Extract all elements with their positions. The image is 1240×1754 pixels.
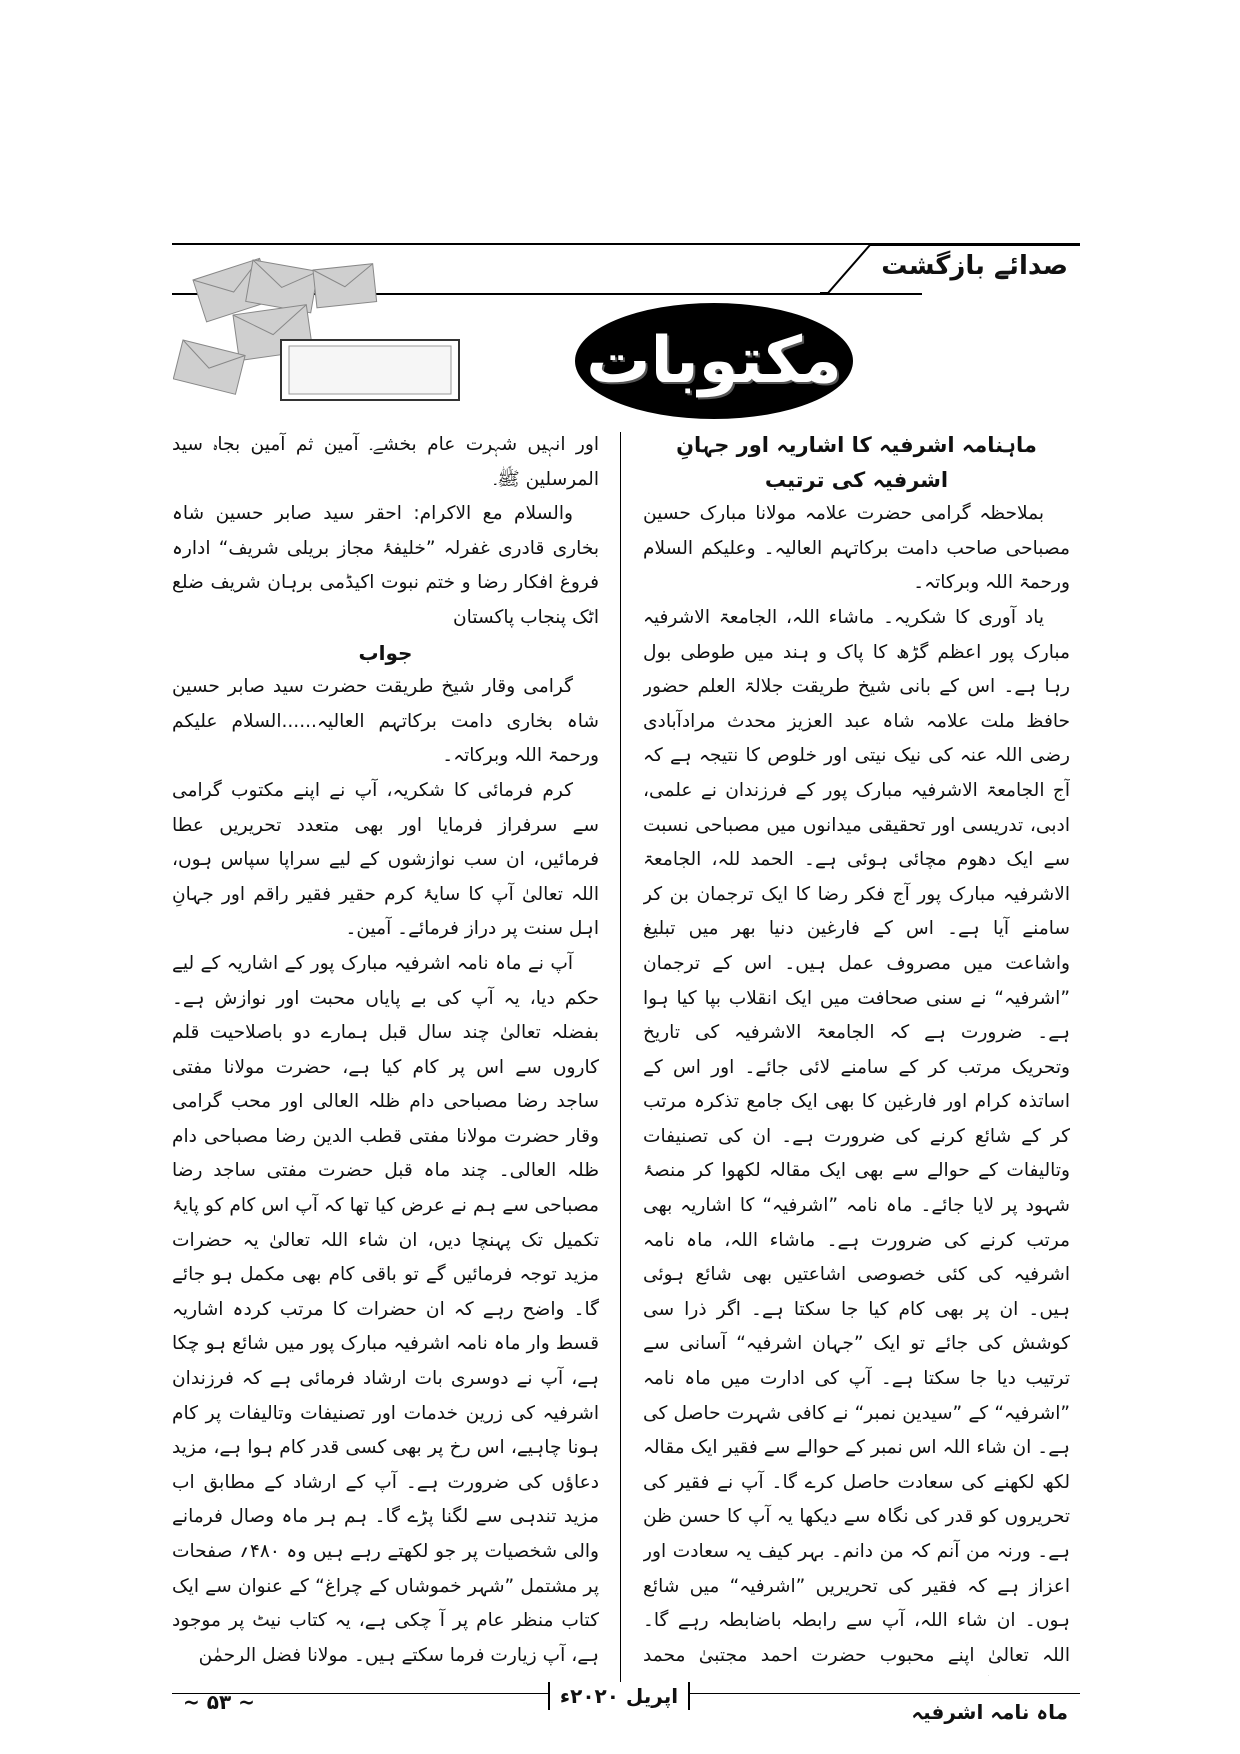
page-number: ~ ۵۳ ~ xyxy=(183,1690,255,1714)
column-divider xyxy=(620,432,621,1682)
page-title: مکتوبات xyxy=(586,324,842,398)
paragraph: اور انہیں شہرت عام بخشے۔ آمین ثم آمین بجاہ سید المرسلین ﷺ۔ xyxy=(172,434,599,490)
section-label: صدائے بازگشت xyxy=(881,251,1068,281)
paragraph: کرم فرمائی کا شکریہ، آپ نے اپنے مکتوب گرامی سے سرفراز فرمایا اور بھی متعدد تحریریں عطا فرمائیں، ان سب نوازشوں کے لیے سراپا سپاس ہوں، اللہ تعالیٰ آپ کا سایۂ کرم حقیر فقیر راقم اور جہانِ اہل سنت پر دراز فرمائے۔ آمین۔ xyxy=(172,779,599,940)
publication-name: ماہ نامہ اشرفیہ xyxy=(911,1700,1068,1724)
paragraph: یاد آوری کا شکریہ۔ ماشاء اللہ، الجامعۃ الاشرفیہ مبارک پور اعظم گڑھ کا پاک و ہند میں طوطی بول رہا ہے۔ اس کے بانی شیخ طریقت جلالۃ العلم حضور حافظ ملت علامہ شاہ عبد العزیز محدث مرادآبادی رضی اللہ عنہ کی نیک نیتی اور خلوص کا نتیجہ ہے کہ آج الجامعۃ الاشرفیہ مبارک پور کے فرزندان نے علمی، ادبی، تدریسی اور تحقیقی میدانوں میں مصباحی نسبت سے ایک دھوم مچائی ہوئی ہے۔ الحمد للہ، الجامعۃ الاشرفیہ مبارک پور آج فکر رضا کا ایک ترجمان بن کر سامنے آیا ہے۔ اس کے فارغین دنیا بھر میں تبلیغ واشاعت میں مصروف عمل ہیں۔ اس کے ترجمان ”اشرفیہ“ نے سنی صحافت میں ایک انقلاب بپا کیا ہوا ہے۔ ضرورت ہے کہ الجامعۃ الاشرفیہ کی تاریخ وتحریک مرتب کر کے سامنے لائی جائے۔ اور اس کے اساتذہ کرام اور فارغین کا بھی ایک جامع تذکرہ مرتب کر کے شائع کرنے کی ضرورت ہے۔ ان کی تصنیفات وتالیفات کے حوالے سے بھی ایک مقالہ لکھوا کر منصۂ شہود پر لایا جائے۔ ماہ نامہ ”اشرفیہ“ کا اشاریہ بھی مرتب کرنے کی ضرورت ہے۔ ماشاء اللہ، ماہ نامہ اشرفیہ کی کئی خصوصی اشاعتیں بھی شائع ہوئی ہیں۔ ان پر بھی کام کیا جا سکتا ہے۔ اگر ذرا سی کوشش کی جائے تو ایک ”جہان اشرفیہ“ آسانی سے ترتیب دیا جا سکتا ہے۔ آپ کی ادارت میں ماہ نامہ ”اشرفیہ“ کے ”سیدین نمبر“ نے کافی شہرت حاصل کی ہے۔ ان شاء اللہ اس نمبر کے حوالے سے فقیر ایک مقالہ لکھ لکھنے کی سعادت حاصل کرے گا۔ آپ نے فقیر کی تحریروں کو قدر کی نگاہ سے دیکھا یہ آپ کا حسن ظن ہے۔ ورنہ من آنم کہ من دانم۔ بہر کیف یہ سعادت اور اعزاز ہے کہ فقیر کی تحریریں ”اشرفیہ“ میں شائع ہوں۔ ان شاء اللہ، آپ سے رابطہ باضابطہ رہے گا۔ اللہ تعالیٰ اپنے محبوب حضرت احمد مجتبیٰ محمد xyxy=(643,606,1070,1666)
paragraph: آپ نے ماہ نامہ اشرفیہ مبارک پور کے اشاریہ کے لیے حکم دیا، یہ آپ کی بے پایاں محبت اور نوازش ہے۔ بفضلہ تعالیٰ چند سال قبل ہمارے دو باصلاحیت قلم کاروں سے اس پر کام کیا ہے، حضرت مولانا مفتی ساجد رضا مصباحی دام ظلہ العالی اور محب گرامی وقار حضرت مولانا مفتی قطب الدین رضا مصباحی دام ظلہ العالی۔ چند ماہ قبل حضرت مفتی ساجد رضا مصباحی سے ہم نے عرض کیا تھا کہ آپ اس کام کو پایۂ تکمیل تک پہنچا دیں، ان شاء اللہ تعالیٰ یہ حضرات مزید توجہ فرمائیں گے تو باقی کام بھی مکمل ہو جائے گا۔ واضح رہے کہ ان حضرات کا مرتب کردہ اشاریہ قسط وار ماہ نامہ اشرفیہ مبارک پور میں شائع ہو چکا ہے، آپ نے دوسری بات ارشاد فرمائی ہے کہ فرزندان اشرفیہ کی زرین خدمات اور تصنیفات وتالیفات پر کام ہونا چاہیے، اس رخ پر بھی کسی قدر کام ہوا ہے، مزید دعاؤں کی ضرورت ہے۔ آپ کے ارشاد کے مطابق اب مزید تندہی سے لگنا پڑے گا۔ ہم ہر ماہ وصال فرمانے والی شخصیات پر جو لکھتے رہے ہیں وہ ۴۸۰؍ صفحات پر مشتمل ”شہر خموشاں کے چراغ“ کے عنوان سے ایک کتاب منظر عام پر آ چکی ہے، یہ کتاب نیٹ پر موجود ہے، آپ زیارت فرما سکتے ہیں۔ مولانا فضل الرحمٰن xyxy=(172,952,599,1666)
left-column xyxy=(172,428,599,1676)
reply-heading: جواب xyxy=(358,640,413,665)
right-column xyxy=(643,428,1070,1676)
issue-date: اپریل ۲۰۲۰ء xyxy=(548,1682,690,1710)
letter-signoff: والسلام مع الاکرام: احقر سید صابر حسین شاہ بخاری قادری غفرلہ ”خلیفۂ مجاز بریلی شریف“ ادارہ فروغ افکار رضا و ختم نبوت اکیڈمی برہان شریف ضلع اٹک پنجاب پاکستان xyxy=(172,503,599,628)
title-oval xyxy=(575,303,853,419)
article-heading: ماہنامہ اشرفیہ کا اشاریہ اور جہانِ اشرفیہ کی ترتیب xyxy=(676,433,1037,492)
paragraph: گرامی وقار شیخ طریقت حضرت سید صابر حسین شاہ بخاری دامت برکاتہم العالیہ......السلام علیکم ورحمۃ اللہ وبرکاتہ۔ xyxy=(172,676,599,767)
envelopes-icon xyxy=(173,255,463,405)
paragraph: بملاحظہ گرامی حضرت علامہ مولانا مبارک حسین مصباحی صاحب دامت برکاتہم العالیہ۔ وعلیکم السلام ورحمۃ اللہ وبرکاتہ۔ xyxy=(643,503,1070,594)
